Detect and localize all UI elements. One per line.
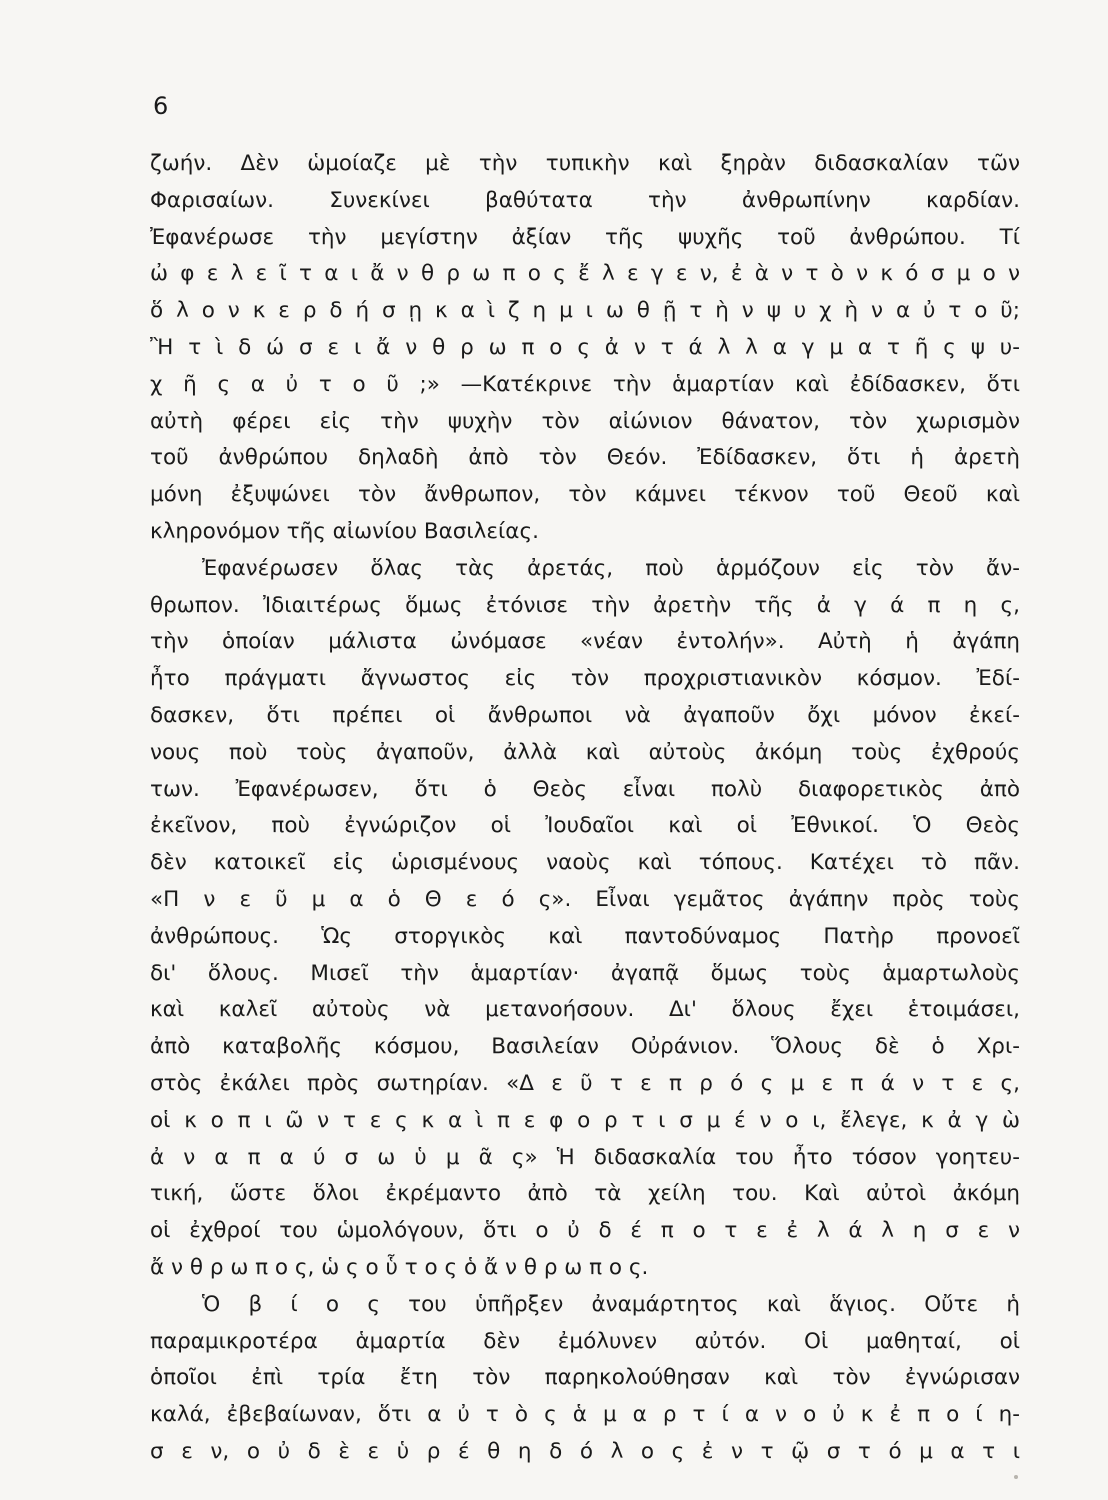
- text-line: ὁποῖοι ἐπὶ τρία ἔτη τὸν παρηκολούθησαν καὶ τὸν ἐγνώρισαν: [150, 1365, 1020, 1391]
- text-line: ὠ φ ε λ ε ῖ τ α ι ἄ ν θ ρ ω π ο ς ἔ λ ε γ ε ν, ἐ ὰ ν τ ὸ ν κ ό σ μ ο ν: [150, 261, 1020, 287]
- text-line: θρωπον. Ἰδιαιτέρως ὅμως ἐτόνισε τὴν ἀρετὴν τῆς ἀ γ ά π η ς,: [150, 592, 1020, 618]
- text-line: παραμικροτέρα ἁμαρτία δὲν ἐμόλυνεν αὐτόν. Οἱ μαθηταί, οἱ: [150, 1328, 1020, 1354]
- text-line: ἐκεῖνον, ποὺ ἐγνώριζον οἱ Ἰουδαῖοι καὶ οἱ Ἐθνικοί. Ὁ Θεὸς: [150, 813, 1020, 839]
- text-line: κληρονόμον τῆς αἰωνίου Βασιλείας.: [150, 518, 539, 544]
- text-line: Ἐφανέρωσε τὴν μεγίστην ἀξίαν τῆς ψυχῆς τοῦ ἀνθρώπου. Τί: [150, 224, 1020, 250]
- text-line: Ἢ τ ὶ δ ώ σ ε ι ἄ ν θ ρ ω π ο ς ἀ ν τ ά λ λ α γ μ α τ ῆ ς ψ υ-: [150, 334, 1020, 360]
- text-line: αὐτὴ φέρει εἰς τὴν ψυχὴν τὸν αἰώνιον θάνατον, τὸν χωρισμὸν: [150, 408, 1020, 434]
- text-line: «Π ν ε ῦ μ α ὁ Θ ε ό ς». Εἶναι γεμᾶτος ἀγάπην πρὸς τοὺς: [150, 886, 1020, 912]
- text-line: ἀνθρώπους. Ὡς στοργικὸς καὶ παντοδύναμος Πατὴρ προνοεῖ: [150, 923, 1020, 949]
- text-line: τοῦ ἀνθρώπου δηλαδὴ ἀπὸ τὸν Θεόν. Ἐδίδασκεν, ὅτι ἡ ἀρετὴ: [150, 445, 1020, 471]
- text-line: οἱ κ ο π ι ῶ ν τ ε ς κ α ὶ π ε φ ο ρ τ ι σ μ έ ν ο ι, ἔλεγε, κ ἀ γ ὼ: [150, 1107, 1020, 1133]
- text-line: ζωήν. Δὲν ὡμοίαζε μὲ τὴν τυπικὴν καὶ ξηρὰν διδασκαλίαν τῶν: [150, 151, 1020, 176]
- text-line: καὶ καλεῖ αὐτοὺς νὰ μετανοήσουν. Δι' ὅλους ἔχει ἑτοιμάσει,: [150, 997, 1020, 1023]
- text-line: χ ῆ ς α ὐ τ ο ῦ ;» —Κατέκρινε τὴν ἁμαρτίαν καὶ ἐδίδασκεν, ὅτι: [150, 371, 1020, 397]
- text-line: νους ποὺ τοὺς ἀγαποῦν, ἀλλὰ καὶ αὐτοὺς ἀκόμη τοὺς ἐχθρούς: [150, 739, 1020, 765]
- page-number: 6: [153, 92, 169, 120]
- text-line: μόνη ἐξυψώνει τὸν ἄνθρωπον, τὸν κάμνει τέκνον τοῦ Θεοῦ καὶ: [150, 482, 1020, 508]
- text-line: σ ε ν, ο ὐ δ ὲ ε ὑ ρ έ θ η δ ό λ ο ς ἐ ν τ ῷ σ τ ό μ α τ ι: [150, 1438, 1020, 1464]
- text-line: δὲν κατοικεῖ εἰς ὡρισμένους ναοὺς καὶ τόπους. Κατέχει τὸ πᾶν.: [150, 850, 1020, 876]
- text-line: Φαρισαίων. Συνεκίνει βαθύτατα τὴν ἀνθρωπίνην καρδίαν.: [150, 187, 1020, 213]
- text-line: δασκεν, ὅτι πρέπει οἱ ἄνθρωποι νὰ ἀγαποῦν ὄχι μόνον ἐκεί-: [150, 702, 1020, 728]
- text-line: οἱ ἐχθροί του ὡμολόγουν, ὅτι ο ὐ δ έ π ο τ ε ἐ λ ά λ η σ ε ν: [150, 1218, 1020, 1244]
- scan-speck: [1014, 1475, 1018, 1479]
- body-text: [150, 146, 1020, 1471]
- text-line: Ὁ β ί ο ς του ὑπῆρξεν ἀναμάρτητος καὶ ἅγιος. Οὔτε ἡ: [202, 1291, 1020, 1317]
- text-line: στὸς ἐκάλει πρὸς σωτηρίαν. «Δ ε ῦ τ ε π ρ ό ς μ ε π ά ν τ ε ς,: [150, 1070, 1020, 1096]
- text-line: τική, ὥστε ὅλοι ἐκρέμαντο ἀπὸ τὰ χείλη του. Καὶ αὐτοὶ ἀκόμη: [150, 1181, 1020, 1207]
- text-line: ἀπὸ καταβολῆς κόσμου, Βασιλείαν Οὐράνιον. Ὅλους δὲ ὁ Χρι-: [150, 1034, 1020, 1060]
- text-line: Ἐφανέρωσεν ὅλας τὰς ἀρετάς, ποὺ ἁρμόζουν εἰς τὸν ἄν-: [202, 555, 1020, 581]
- text-line: των. Ἐφανέρωσεν, ὅτι ὁ Θεὸς εἶναι πολὺ διαφορετικὸς ἀπὸ: [150, 776, 1020, 802]
- text-line: καλά, ἐβεβαίωναν, ὅτι α ὐ τ ὸ ς ἁ μ α ρ τ ί α ν ο ὐ κ ἐ π ο ί η-: [150, 1402, 1020, 1428]
- text-line: ἀ ν α π α ύ σ ω ὑ μ ᾶ ς» Ἡ διδασκαλία του ἦτο τόσον γοητευ-: [150, 1144, 1020, 1170]
- text-line: δι' ὅλους. Μισεῖ τὴν ἁμαρτίαν· ἀγαπᾷ ὅμως τοὺς ἁμαρτωλοὺς: [150, 960, 1020, 986]
- text-line: ἦτο πράγματι ἄγνωστος εἰς τὸν προχριστιανικὸν κόσμον. Ἐδί-: [150, 666, 1020, 692]
- text-line: ὅ λ ο ν κ ε ρ δ ή σ ῃ κ α ὶ ζ η μ ι ω θ ῇ τ ὴ ν ψ υ χ ὴ ν α ὐ τ ο ῦ;: [150, 298, 1020, 324]
- text-line: τὴν ὁποίαν μάλιστα ὠνόμασε «νέαν ἐντολήν». Αὐτὴ ἡ ἀγάπη: [150, 629, 1020, 655]
- text-line: ἄ ν θ ρ ω π ο ς, ὡ ς ο ὗ τ ο ς ὁ ἄ ν θ ρ ω π ο ς.: [150, 1254, 649, 1280]
